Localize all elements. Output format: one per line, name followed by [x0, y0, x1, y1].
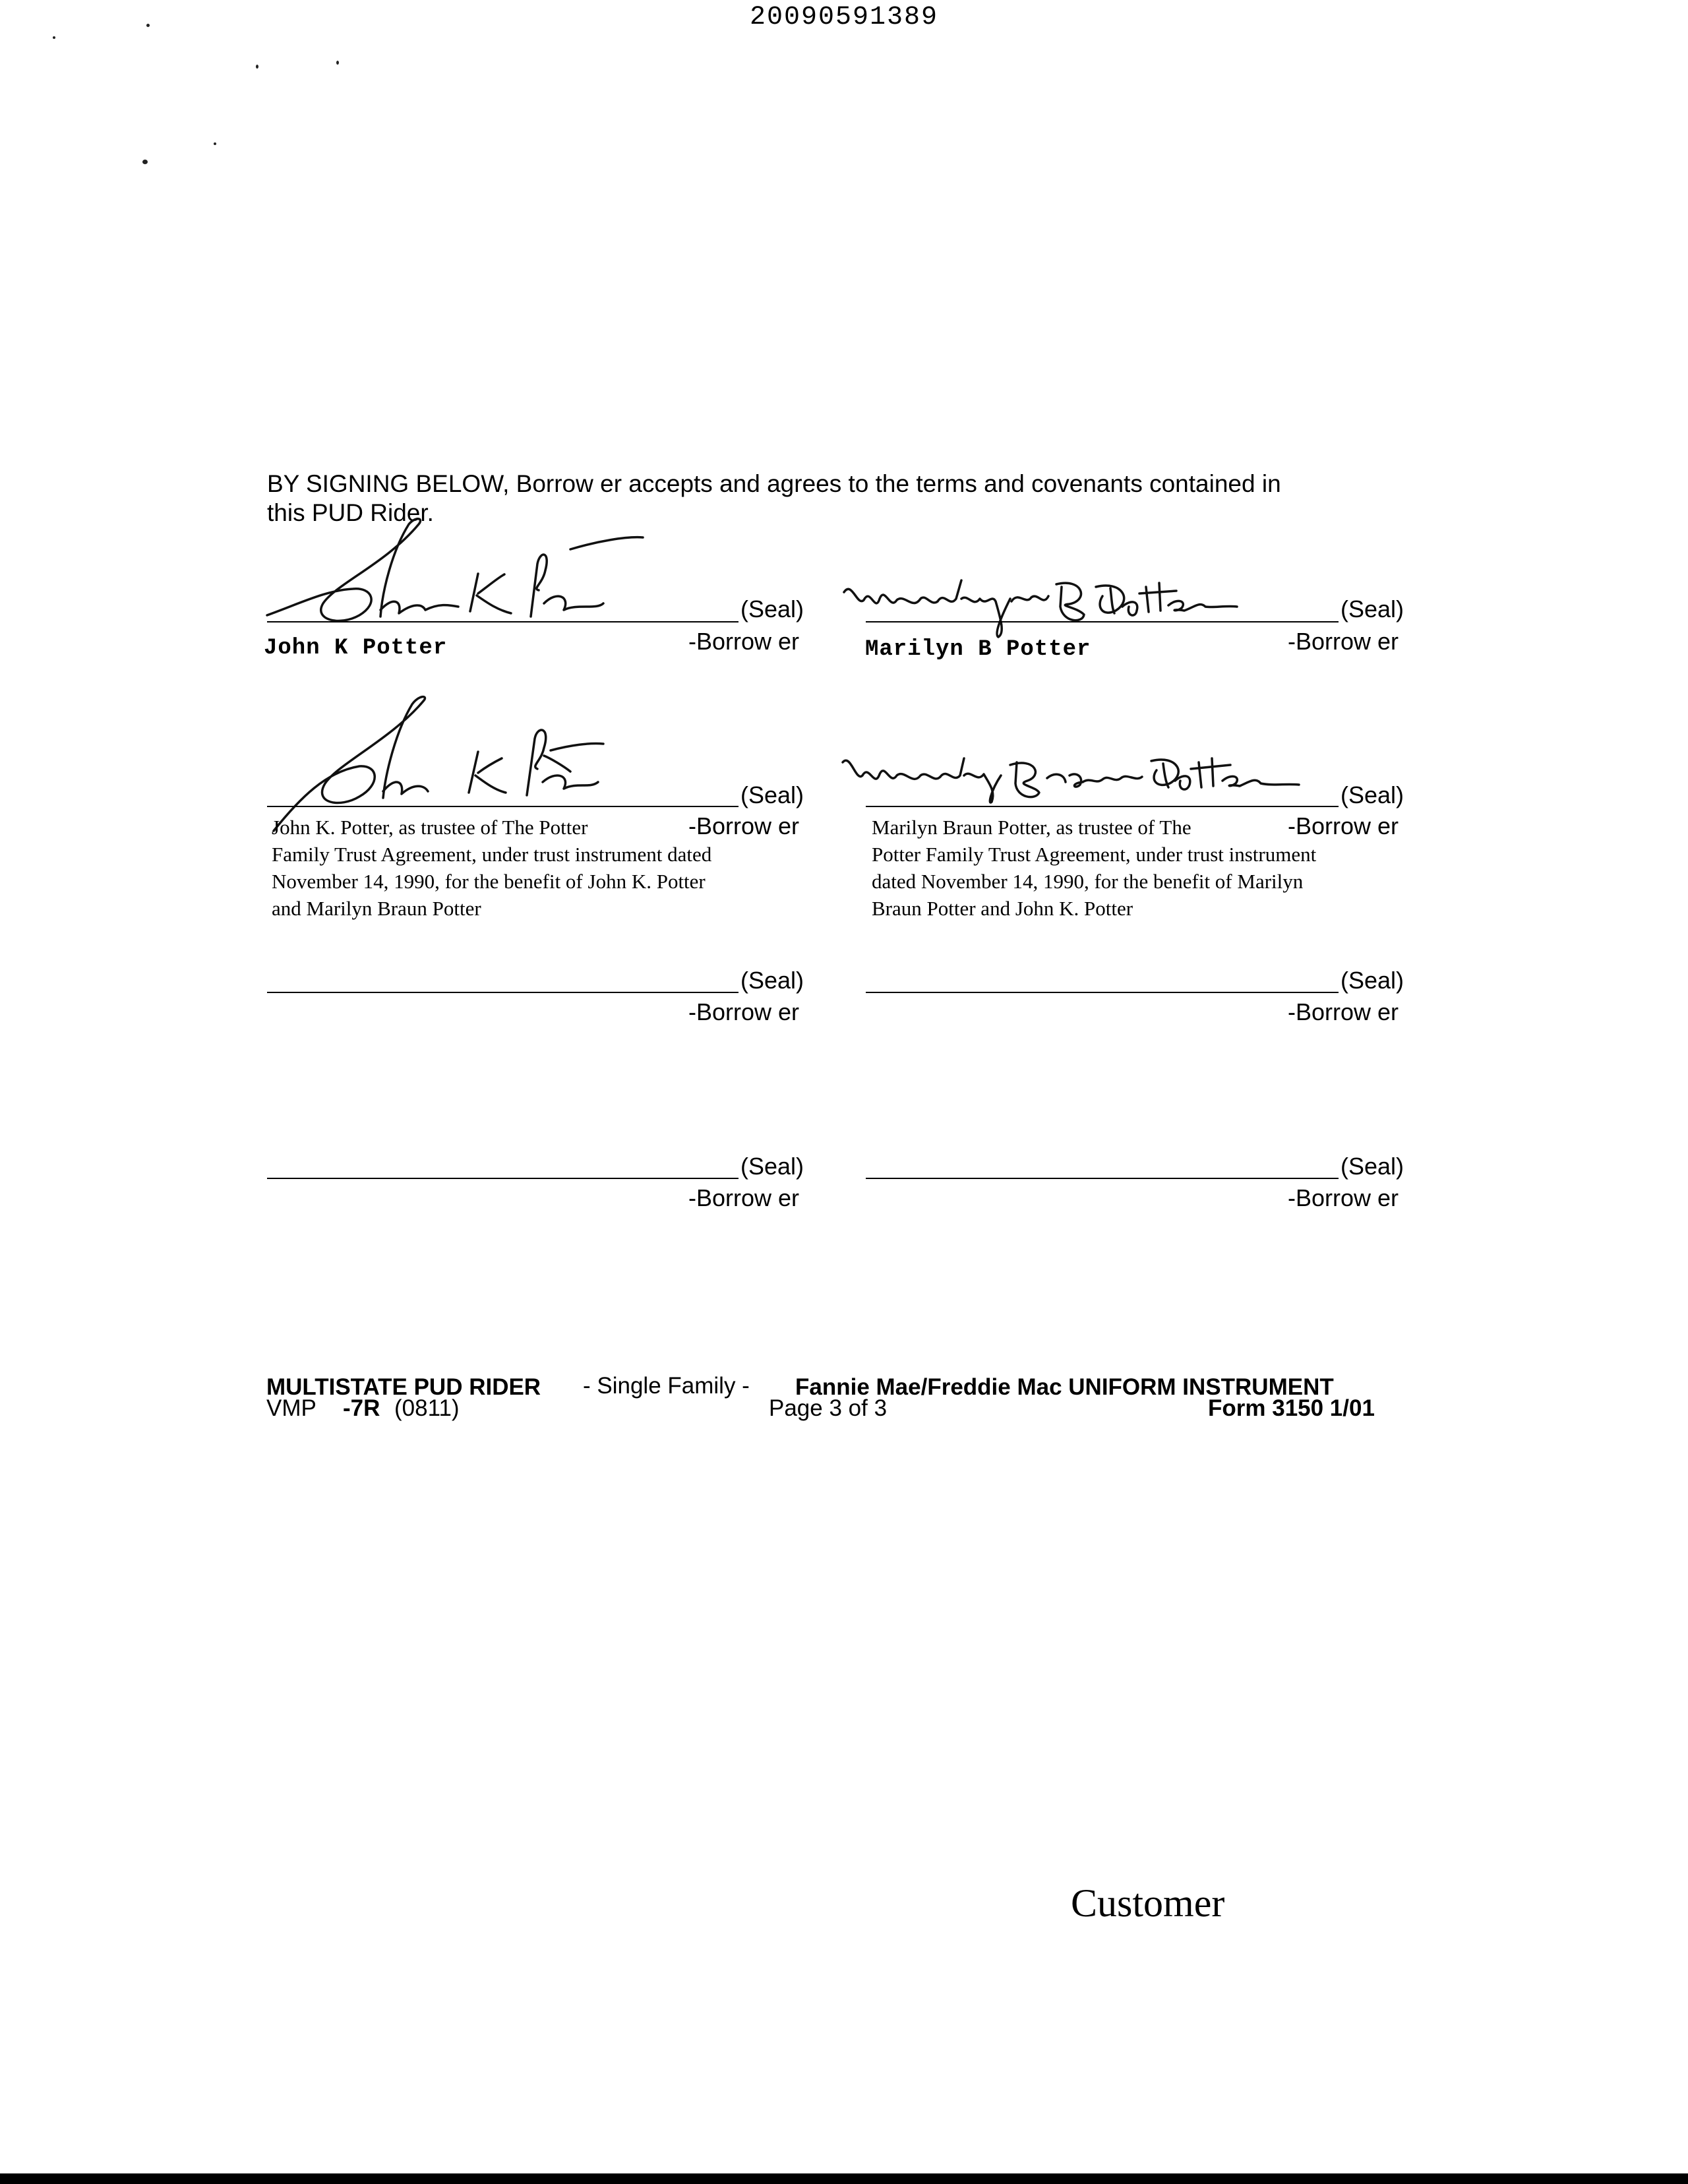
document-number: 20090591389 [749, 3, 939, 32]
signature-marilyn-potter [839, 567, 1248, 646]
signature-line [866, 1178, 1339, 1179]
seal-label: (Seal) [740, 595, 804, 622]
scan-speck [336, 61, 339, 65]
borrower-label: -Borrow er [688, 628, 800, 655]
acceptance-line-1: BY SIGNING BELOW, Borrow er accepts and agrees to the terms and covenants contained in [267, 470, 1281, 497]
borrower-label: -Borrow er [688, 998, 800, 1025]
footer-page-number: Page 3 of 3 [769, 1395, 888, 1421]
footer-instrument: Fannie Mae/Freddie Mac UNIFORM INSTRUMENT [795, 1374, 1334, 1400]
trustee-line: Family Trust Agreement, under trust instrument dated [272, 843, 712, 866]
scan-speck [146, 24, 150, 27]
scan-speck [53, 36, 55, 39]
signature-line [267, 992, 738, 993]
acceptance-line-2: this PUD Rider. [267, 499, 434, 526]
seal-label: (Seal) [1341, 1153, 1404, 1180]
seal-label: (Seal) [740, 781, 804, 808]
trustee-line: Marilyn Braun Potter, as trustee of The [872, 816, 1191, 839]
signature-line [866, 806, 1339, 807]
scan-speck [214, 142, 216, 145]
seal-label: (Seal) [740, 967, 804, 994]
scan-speck [142, 160, 148, 164]
footer-vmp-date: (0811) [394, 1395, 460, 1421]
borrower-label: -Borrow er [1288, 628, 1399, 655]
signer-name-john: John K Potter [264, 636, 448, 661]
seal-label: (Seal) [740, 1153, 804, 1180]
borrower-label: -Borrow er [688, 812, 800, 839]
scan-bottom-edge [0, 2173, 1688, 2184]
signer-name-marilyn: Marilyn B Potter [865, 637, 1091, 662]
signature-line [866, 992, 1339, 993]
borrower-label: -Borrow er [1288, 812, 1399, 839]
borrower-label: -Borrow er [688, 1184, 800, 1211]
signature-line [267, 621, 738, 622]
trustee-line: dated November 14, 1990, for the benefit of Marilyn [872, 870, 1304, 893]
borrower-label: -Borrow er [1288, 998, 1399, 1025]
seal-label: (Seal) [1341, 595, 1404, 622]
trustee-line: November 14, 1990, for the benefit of John K. Potter [272, 870, 706, 893]
scan-speck [256, 65, 258, 69]
footer-single-family: - Single Family - [583, 1373, 750, 1399]
trustee-line: Potter Family Trust Agreement, under trust instrument [872, 843, 1317, 866]
trustee-line: John K. Potter, as trustee of The Potter [272, 816, 588, 839]
footer-vmp: VMP [266, 1395, 316, 1421]
trustee-description-john [272, 814, 711, 922]
trustee-description-marilyn [872, 814, 1316, 922]
footer-vmp-code: -7R [343, 1395, 380, 1421]
signature-line [866, 621, 1339, 622]
signature-line [267, 806, 738, 807]
footer-form-name: MULTISTATE PUD RIDER [266, 1374, 541, 1400]
customer-stamp: Customer [1071, 1881, 1225, 1925]
footer-form-number: Form 3150 1/01 [1208, 1395, 1375, 1421]
trustee-line: and Marilyn Braun Potter [272, 897, 481, 920]
borrower-label: -Borrow er [1288, 1184, 1399, 1211]
seal-label: (Seal) [1341, 967, 1404, 994]
signature-line [267, 1178, 738, 1179]
seal-label: (Seal) [1341, 781, 1404, 808]
trustee-line: Braun Potter and John K. Potter [872, 897, 1133, 920]
